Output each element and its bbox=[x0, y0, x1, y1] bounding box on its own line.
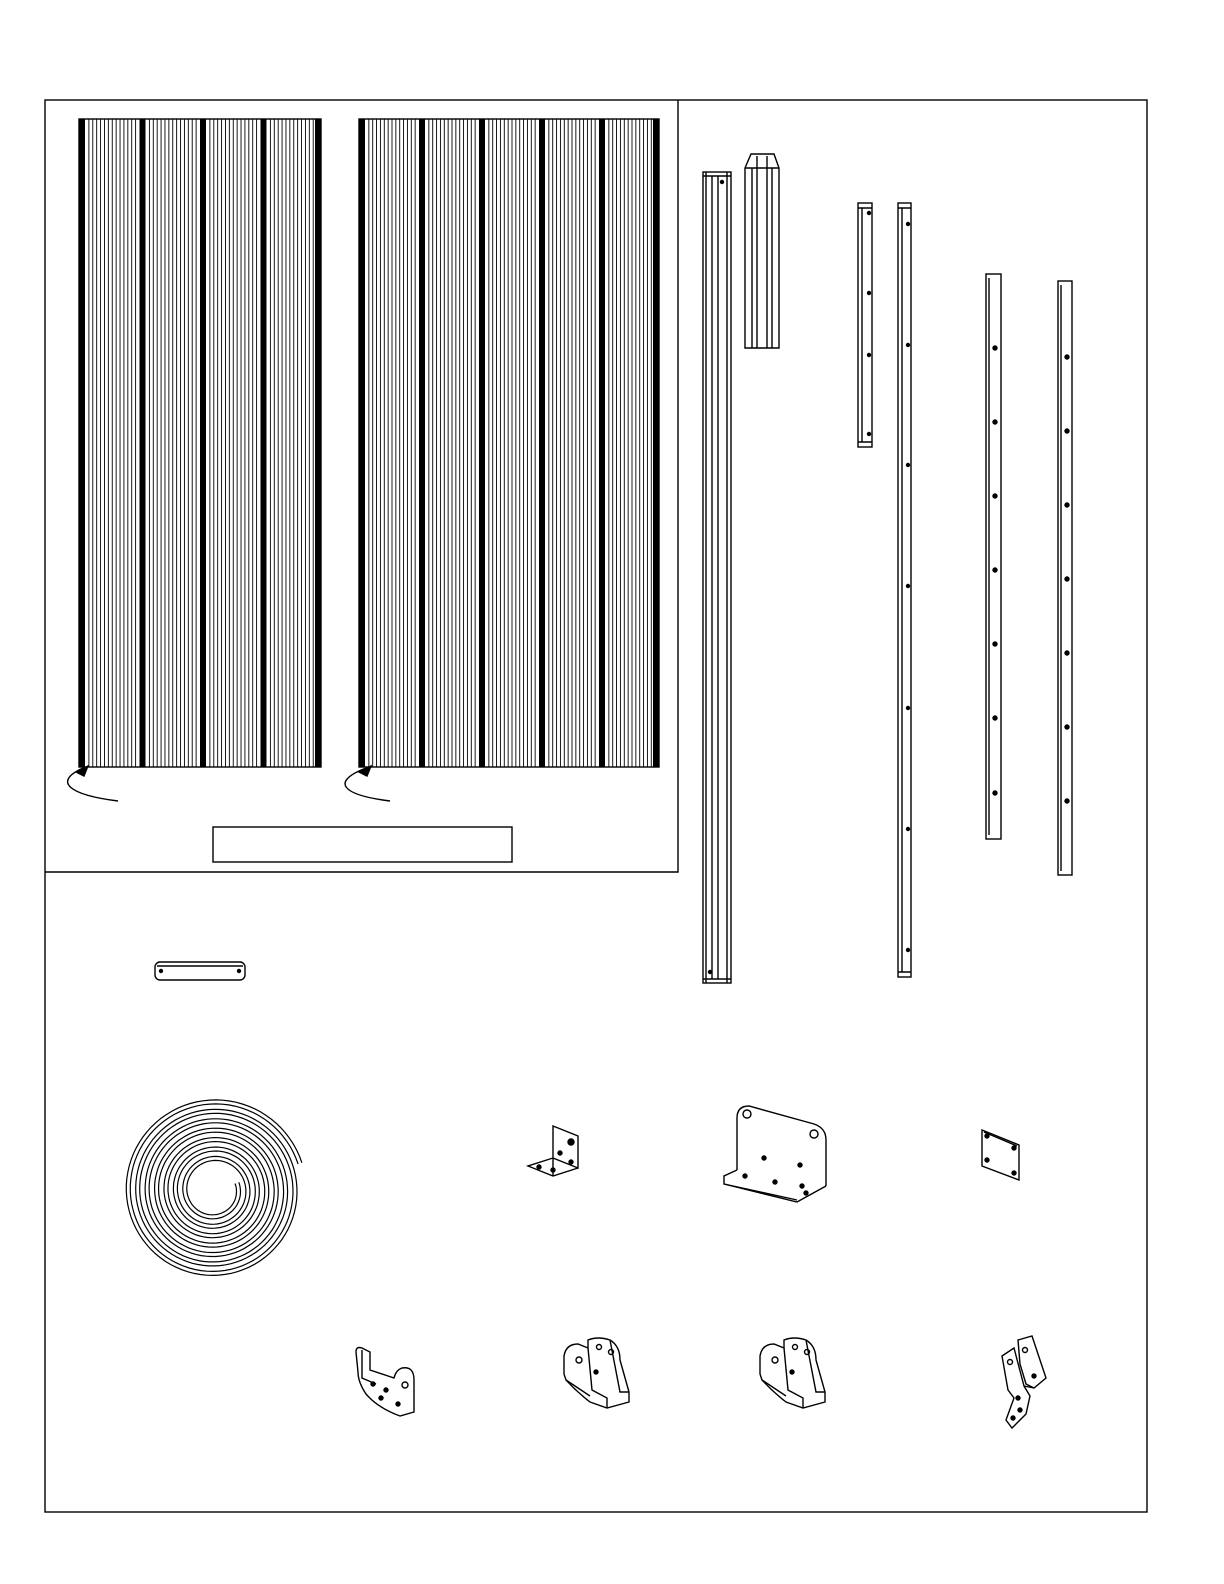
panel-stripes bbox=[359, 119, 659, 767]
short-channel-rail bbox=[745, 154, 779, 348]
hinge-bracket bbox=[1002, 1336, 1046, 1428]
panel-rib bbox=[261, 119, 267, 767]
saddle-bracket-a bbox=[564, 1338, 629, 1408]
panel-rib bbox=[419, 119, 425, 767]
medium-angle-rail-b bbox=[1058, 281, 1072, 875]
leader-arrow-right bbox=[345, 766, 390, 801]
hook-bracket bbox=[356, 1348, 414, 1417]
panel-rib bbox=[315, 119, 321, 767]
leader-arrow-left bbox=[68, 766, 118, 801]
short-angle-rail bbox=[858, 203, 872, 447]
panel-rib bbox=[479, 119, 485, 767]
long-track-rail bbox=[703, 172, 731, 983]
corrugated-panel-right bbox=[359, 119, 659, 767]
panel-rib bbox=[79, 119, 85, 767]
panel-rib bbox=[539, 119, 545, 767]
corrugated-panel-left bbox=[79, 119, 321, 767]
long-angle-rail bbox=[898, 203, 911, 977]
wide-mounting-bracket bbox=[724, 1106, 826, 1202]
panel-rib bbox=[599, 119, 605, 767]
flat-square-plate bbox=[982, 1130, 1019, 1180]
panel-rib bbox=[653, 119, 659, 767]
panel-rib bbox=[359, 119, 365, 767]
small-slotted-plate bbox=[155, 962, 245, 980]
coil-spring-icon bbox=[126, 1100, 302, 1276]
description-box bbox=[213, 827, 512, 862]
panel-stripes bbox=[79, 119, 321, 767]
panel-rib bbox=[140, 119, 146, 767]
saddle-bracket-b bbox=[760, 1338, 825, 1408]
medium-angle-rail-a bbox=[986, 274, 1001, 839]
small-angle-bracket bbox=[528, 1126, 578, 1176]
panel-rib bbox=[200, 119, 206, 767]
